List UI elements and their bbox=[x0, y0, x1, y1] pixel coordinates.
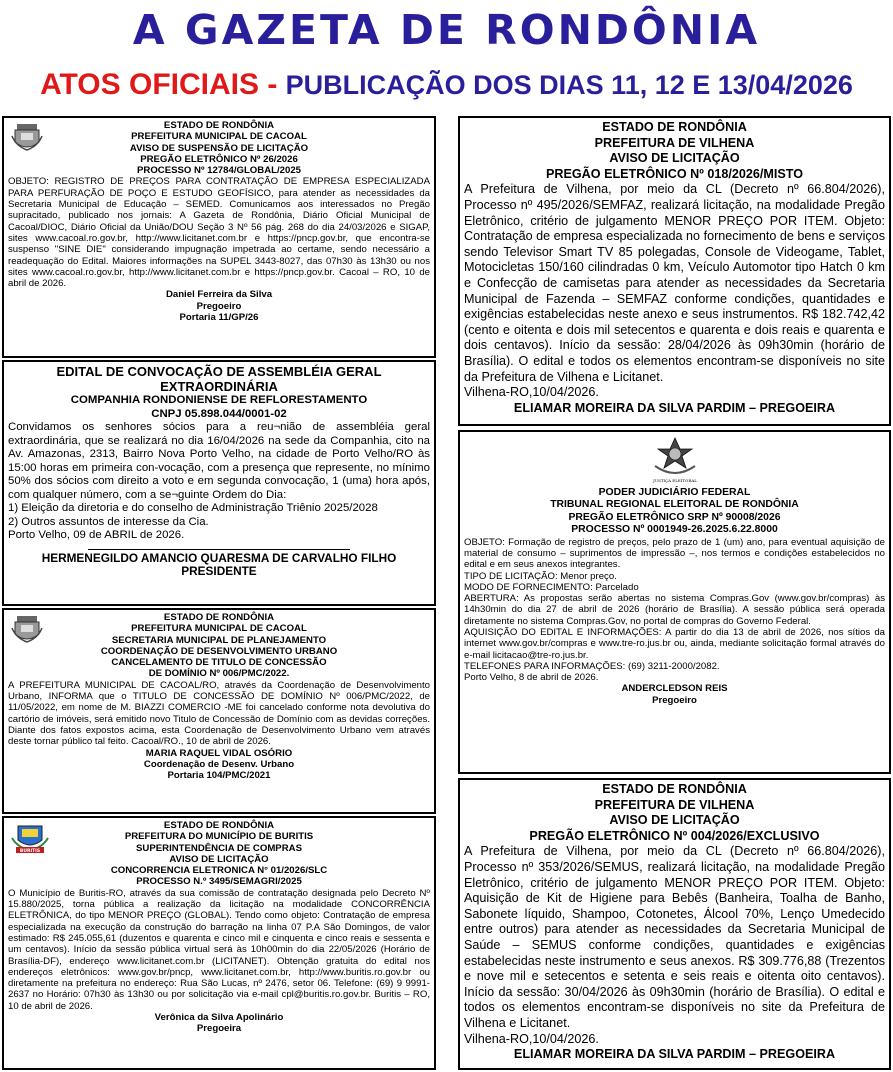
republic-coat-of-arms-icon bbox=[649, 436, 701, 484]
notice-signer: MARIA RAQUEL VIDAL OSÓRIO bbox=[145, 747, 293, 759]
notice-cacoal-cancelamento bbox=[2, 608, 436, 814]
section-subtitle bbox=[0, 68, 893, 107]
notice-company: COMPANHIA RONDONIENSE DE REFLORESTAMENTO bbox=[70, 394, 368, 406]
notice-date: Vilhena-RO,10/04/2026. bbox=[464, 1031, 599, 1046]
cacoal-coat-of-arms-icon bbox=[10, 122, 44, 152]
notice-cacoal-suspensao bbox=[2, 116, 436, 358]
notice-number: CONCORRENCIA ELETRONICA N° 01/2026/SLC bbox=[110, 865, 328, 877]
notice-signer-role: Pregoeira bbox=[196, 1023, 242, 1035]
notice-portaria: Portaria 11/GP/26 bbox=[179, 312, 259, 324]
notice-type: AVISO DE SUSPENSÃO DE LICITAÇÃO bbox=[129, 142, 309, 154]
notice-aquisicao: AQUISIÇÃO DO EDITAL E INFORMAÇÕES: A partir do dia 13 de abril de 2026, nos sítios da internet www.gov.br/compras e www.tre-ro.jus.br ou, ainda, mediante solicitação formal através do e-mail licitacao@tre-ro.jus.br. bbox=[464, 627, 885, 661]
notice-tipo: TIPO DE LICITAÇÃO: Menor preço. bbox=[464, 570, 617, 582]
notice-signer-role: Coordenação de Desenv. Urbano bbox=[143, 758, 295, 770]
notice-issuer: PREFEITURA MUNICIPAL DE CACOAL bbox=[131, 131, 307, 143]
notice-signer: ELIAMAR MOREIRA DA SILVA PARDIM – PREGOEIRA bbox=[513, 1047, 836, 1062]
notice-coordination: COORDENAÇÃO DE DESENVOLVIMENTO URBANO bbox=[100, 645, 338, 657]
signature-line bbox=[88, 549, 350, 550]
notice-signer: Verônica da Silva Apolinário bbox=[154, 1012, 284, 1024]
notice-signer-role: Pregoeiro bbox=[652, 694, 697, 706]
notice-title: EDITAL DE CONVOCAÇÃO DE ASSEMBLÉIA GERAL EXTRAORDINÁRIA bbox=[56, 364, 382, 394]
notice-body: O Município de Buritis-RO, através da sua comissão de contratação designada pelo Decreto Nº 15.880/2025, torna pública a realização da licitação na modalidade CONCORRÊNCIA ELETRÔNICA, do tipo MENOR PREÇO (GLOBAL). Tendo como objeto: Contratação de empresa especializada na execução da construção do barração na linha 07 P.A São Domingos, de valor estimado: R$ 245.055,61 (duzentos e quarenta e cinco mil e cinquenta e cinco reais e sessenta e um centavos). Início da sessão pública virtual será às 10h00min do dia 22/05/2026 (Horário de Brasília-DF), endereço www.licitanet.com.br (LICITANET). Obtenção gratuita do edital nos endereços eletrônicos: www.gov.br/pncp, www.licitanet.com.br, http://www.buritis.ro.gov.br ou diretamente na prefeitura no endereço: Rua São Lucas, nº 2476, setor 06. Telefone: (69) 9 9991-2637 no Horário: 07h30 às 13h30 ou por solicitação via e-mail cpl@buritis.ro.gov.br. Buritis – RO, 10 de abril de 2026. bbox=[8, 887, 430, 1012]
agenda-item-1: 1) Eleição da diretoria e do conselho de Administração Triênio 2025/2028 bbox=[8, 502, 378, 514]
notice-number: PREGÃO ELETRÔNICO Nº 018/2026/MISTO bbox=[545, 166, 803, 181]
notice-state: ESTADO DE RONDÔNIA bbox=[602, 782, 747, 796]
buritis-coat-of-arms-icon bbox=[10, 822, 50, 854]
cacoal-coat-of-arms-icon bbox=[10, 614, 44, 644]
notice-number: PREGÃO ELETRÔNICO Nº 004/2026/EXCLUSIVO bbox=[529, 828, 820, 843]
notice-body: A PREFEITURA MUNICIPAL DE CACOAL/RO, através da Coordenação de Desenvolvimento Urbano, INFORMA que o TITULO DE CONCESSÃO DE DOMÍNIO Nº 006/PMC/2022, de 11/05/2022, em nome de M. BIAZZI COMERCIO -ME foi cancelado conforme nota devolutiva do cartório de imóveis, será emitido novo Titulo de Concessão de Domínio com as devidas correções. Diante dos fatos expostos acima, esta Coordenação de Desenvolvimento Urbano vem através deste tornar público tal feito. Cacoal/RO., 10 de abril de 2026. bbox=[8, 679, 430, 748]
notice-number: PREGÃO ELETRÔNICO Nº 26/2026 bbox=[140, 153, 298, 165]
publication-dates: PUBLICAÇÃO DOS DIAS 11, 12 E 13/04/2026 bbox=[285, 70, 853, 100]
notice-signer: HERMENEGILDO AMANCIO QUARESMA DE CARVALHO FILHO bbox=[41, 550, 397, 565]
section-name: ATOS OFICIAIS bbox=[40, 68, 259, 101]
subtitle-separator: - bbox=[258, 68, 286, 101]
notice-abertura: ABERTURA: As propostas serão abertas no sistema Compras.Gov (www.gov.br/compras) às 14h30min do dia 27 de abril de 2026 (horário de Brasília). A sessão pública será operada diretamente no sistema Compras.Gov, no portal de compras do Governo Federal. bbox=[464, 593, 885, 627]
notice-department: SECRETARIA MUNICIPAL DE PLANEJAMENTO bbox=[111, 634, 327, 646]
notice-vilhena-018 bbox=[458, 116, 891, 426]
notice-number: DE DOMÍNIO Nº 006/PMC/2022. bbox=[148, 668, 290, 680]
notice-type: AVISO DE LICITAÇÃO bbox=[609, 813, 740, 828]
notice-type: AVISO DE LICITAÇÃO bbox=[169, 853, 269, 865]
notice-number: PREGÃO ELETRÔNICO SRP Nº 90008/2026 bbox=[568, 511, 781, 523]
notice-tre-ro bbox=[458, 430, 891, 774]
notice-state: ESTADO DE RONDÔNIA bbox=[602, 120, 747, 134]
notice-state: ESTADO DE RONDÔNIA bbox=[163, 612, 275, 623]
notice-type: AVISO DE LICITAÇÃO bbox=[609, 151, 740, 166]
notice-date: Vilhena-RO,10/04/2026. bbox=[464, 385, 599, 400]
notice-portaria: Portaria 104/PMC/2021 bbox=[167, 770, 271, 782]
notice-issuer: PODER JUDICIÁRIO FEDERAL bbox=[598, 487, 751, 498]
notice-issuer: PREFEITURA MUNICIPAL DE CACOAL bbox=[131, 623, 307, 635]
notice-issuer: PREFEITURA DE VILHENA bbox=[594, 797, 755, 812]
buritis-emblem-label: BURITIS bbox=[19, 849, 41, 854]
notice-court: TRIBUNAL REGIONAL ELEITORAL DE RONDÔNIA bbox=[550, 499, 799, 511]
notice-signer: ELIAMAR MOREIRA DA SILVA PARDIM – PREGOEIRA bbox=[513, 400, 836, 415]
notice-buritis bbox=[2, 816, 436, 1070]
notice-signer: ANDERCLEDSON REIS bbox=[621, 683, 728, 695]
notice-body: A Prefeitura de Vilhena, por meio da CL (Decreto nº 66.804/2026), Processo nº 495/2026/SEMFAZ, realizará licitação, na modalidade Pregão Eletrônico, critério de julgamento MENOR PREÇO POR ITEM. Objeto: Contratação de empresa especializada no fornecimento de bens e serviços sendo Televisor Smart TV 85 polegadas, Console de Videogame, Tablet, Motocicletas 150/160 cilindradas 0 km, Veículo Automotor tipo Hatch 0 km e Confecção de camisetas para atender as necessidades da Secretaria Municipal de Fazenda – SEMFAZ conforme condições, quantidades e exigências estabelecidas neste anexo e seus instrumentos. R$ 182.742,42 (cento e oitenta e dois mil setecentos e quarenta e dois reais e quarenta e dois centavos). Início da sessão: 28/04/2026 às 09h30min (horário de Brasília). O edital e todos os elementos encontram-se disponíveis no site da Prefeitura de Vilhena e Licitanet. bbox=[464, 182, 885, 384]
notice-department: SUPERINTENDÊNCIA DE COMPRAS bbox=[136, 842, 302, 854]
notice-issuer: PREFEITURA DE VILHENA bbox=[594, 135, 755, 150]
notice-modo: MODO DE FORNECIMENTO: Parcelado bbox=[464, 581, 639, 593]
notice-process: PROCESSO Nº 12784/GLOBAL/2025 bbox=[137, 165, 301, 177]
notice-signer: Daniel Ferreira da Silva bbox=[165, 289, 273, 301]
notice-type: CANCELAMENTO DE TITULO DE CONCESSÃO bbox=[111, 657, 327, 669]
notice-state: ESTADO DE RONDÔNIA bbox=[163, 820, 275, 831]
notice-body: Convidamos os senhores sócios para a reu¬nião de assembléia geral extraordinária, que se realizará no dia 16/04/2026 na sede da Companhia, cito na Av. Amazonas, 2313, Bairro Nova Porto Velho, na cidade de Porto Velho/RO às 15:00 horas em primeira con-vocação, com a presença que represente, no mínimo 50% dos sócios com direito a voto e em segunda convocação, 1 (uma) hora após, com qualquer número, com a se¬guinte Ordem do Dia: bbox=[8, 421, 430, 501]
notice-vilhena-004 bbox=[458, 778, 891, 1070]
notice-state: ESTADO DE RONDÔNIA bbox=[163, 120, 275, 131]
notice-assembleia bbox=[2, 360, 436, 606]
notice-date: Porto Velho, 8 de abril de 2026. bbox=[464, 672, 599, 684]
justica-eleitoral-label: JUSTIÇA ELEITORAL bbox=[652, 478, 697, 483]
notice-telefones: TELEFONES PARA INFORMAÇÕES: (69) 3211-2000/2082. bbox=[464, 660, 720, 672]
notice-process: PROCESSO N.º 3495/SEMAGRI/2025 bbox=[136, 876, 302, 888]
notice-body: A Prefeitura de Vilhena, por meio da CL (Decreto nº 66.804/2026), Processo nº 353/2026/SEMUS, realizará licitação, na modalidade Pregão Eletrônico, critério de julgamento MENOR PREÇO POR ITEM. Objeto: Aquisição de Kit de Higiene para Bebês (Banheira, Toalha de Banho, Sabonete líquido, Shampoo, Cotonetes, Álcool 70%, Lenço Umedecido entre outros) para atender as necessidades da Secretaria Municipal de Saúde – SEMUS conforme condições, quantidades e exigências estabelecidas neste instrumento e seus anexos. R$ 309.776,88 (Trezentos e nove mil e setecentos e setenta e seis reais e oitenta oito centavos). Início da sessão: 30/04/2026 às 09h30min (horário de Brasília). O edital e todos os elementos encontram-se disponíveis no site da Prefeitura de Vilhena e Licitanet. bbox=[464, 844, 885, 1030]
notice-process: PROCESSO Nº 0001949-26.2025.6.22.8000 bbox=[571, 524, 778, 536]
notice-cnpj: CNPJ 05.898.044/0001-02 bbox=[151, 407, 287, 420]
agenda-item-2: 2) Outros assuntos de interesse da Cia. bbox=[8, 515, 209, 528]
notice-date: Porto Velho, 09 de ABRIL de 2026. bbox=[8, 529, 185, 541]
notice-objeto: OBJETO: Formação de registro de preços, pelo prazo de 1 (um) ano, para eventual aquisição de material de consumo – suprimentos de impressão –, nos termos e condições estabelecidos no edital e em seus anexos integrantes. bbox=[464, 536, 885, 571]
notice-body: OBJETO: REGISTRO DE PREÇOS PARA CONTRATAÇÃO DE EMPRESA ESPECIALIZADA PARA PERFURAÇÃO DE POÇO E ESTUDO GEOFÍSICO, para atender as necessidades da Secretaria Municipal de Educação – SEMED. Comunicamos aos interessados no Pregão supracitado, publicado nos jornais: A Gazeta de Rondônia, Diário Oficial Municipal de Cacoal/DIOC, Diário Oficial da União/DOU Seção 3 Nº 56 pág. 268 do dia 24/03/2026 e SIGAP, sites www.cacoal.ro.gov.br, http://www.licitanet.com.br e https://pncp.gov.br, que encontra-se suspenso "SINE DIE" considerando impugnação impetrada ao certame, sendo necessário a readequação do Edital. Maiores informações na SUPEL 3443-8027, das 07h30 às 13h30 ou nos sites www.cacoal.ro.gov.br, http://www.licitanet.com.br e https://pncp.gov.br. Cacoal – RO, 10 de abril de 2026. bbox=[8, 176, 430, 290]
newspaper-title: A GAZETA DE RONDÔNIA bbox=[132, 6, 761, 54]
notice-issuer: PREFEITURA DO MUNICÍPIO DE BURITIS bbox=[124, 831, 314, 843]
notice-signer-role: PRESIDENTE bbox=[181, 564, 257, 578]
notice-signer-role: Pregoeiro bbox=[196, 300, 242, 312]
